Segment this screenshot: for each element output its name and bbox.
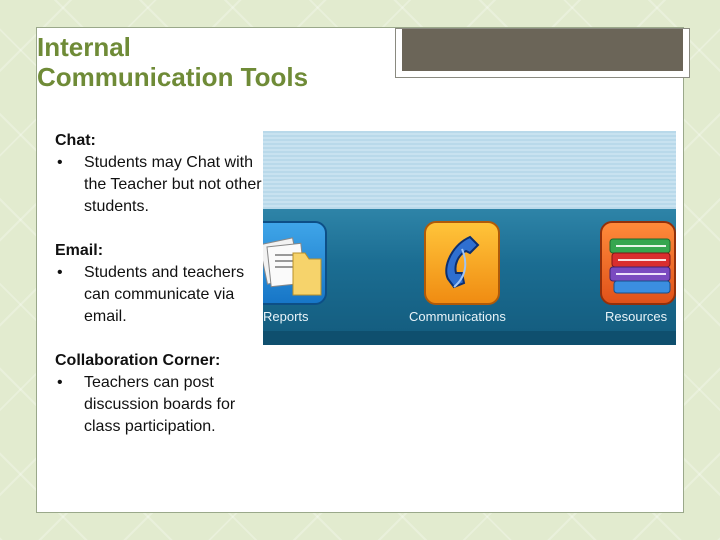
telephone-icon bbox=[426, 223, 498, 303]
slide-title bbox=[37, 32, 357, 92]
bullet-marker: • bbox=[57, 154, 63, 171]
communications-label: Communications bbox=[409, 309, 506, 324]
bullet-text: Students may Chat with the Teacher but not other students. bbox=[84, 154, 262, 215]
section-chat bbox=[55, 130, 270, 218]
communications-tile bbox=[424, 221, 500, 305]
section-collaboration bbox=[55, 350, 270, 438]
bullet-item bbox=[55, 152, 270, 218]
reports-folder-icon bbox=[263, 223, 325, 303]
slide-title-line1: Internal bbox=[37, 32, 131, 62]
menu-screenshot-image bbox=[263, 131, 676, 345]
section-email bbox=[55, 240, 270, 328]
slide-tab-decoration bbox=[395, 28, 690, 78]
slide-title-line2: Communication Tools bbox=[37, 62, 309, 92]
bullet-text: Students and teachers can communicate via email. bbox=[84, 264, 245, 325]
reports-label: Reports bbox=[263, 309, 309, 324]
bullet-item bbox=[55, 372, 270, 438]
section-heading: Collaboration Corner: bbox=[55, 352, 221, 369]
bullet-item bbox=[55, 262, 270, 328]
bullet-marker: • bbox=[57, 374, 63, 391]
resources-tile bbox=[600, 221, 676, 305]
resources-label: Resources bbox=[605, 309, 668, 324]
bullet-marker: • bbox=[57, 264, 63, 281]
reports-tile bbox=[263, 221, 327, 305]
section-heading: Chat: bbox=[55, 132, 96, 149]
books-icon bbox=[602, 223, 674, 303]
slide-body bbox=[55, 130, 270, 460]
bullet-text: Teachers can post discussion boards for class participation. bbox=[84, 374, 236, 435]
menu-header-area bbox=[263, 131, 676, 209]
slide-tab-fill bbox=[402, 29, 683, 71]
section-heading: Email: bbox=[55, 242, 104, 259]
menu-bar-stripe bbox=[263, 331, 676, 345]
